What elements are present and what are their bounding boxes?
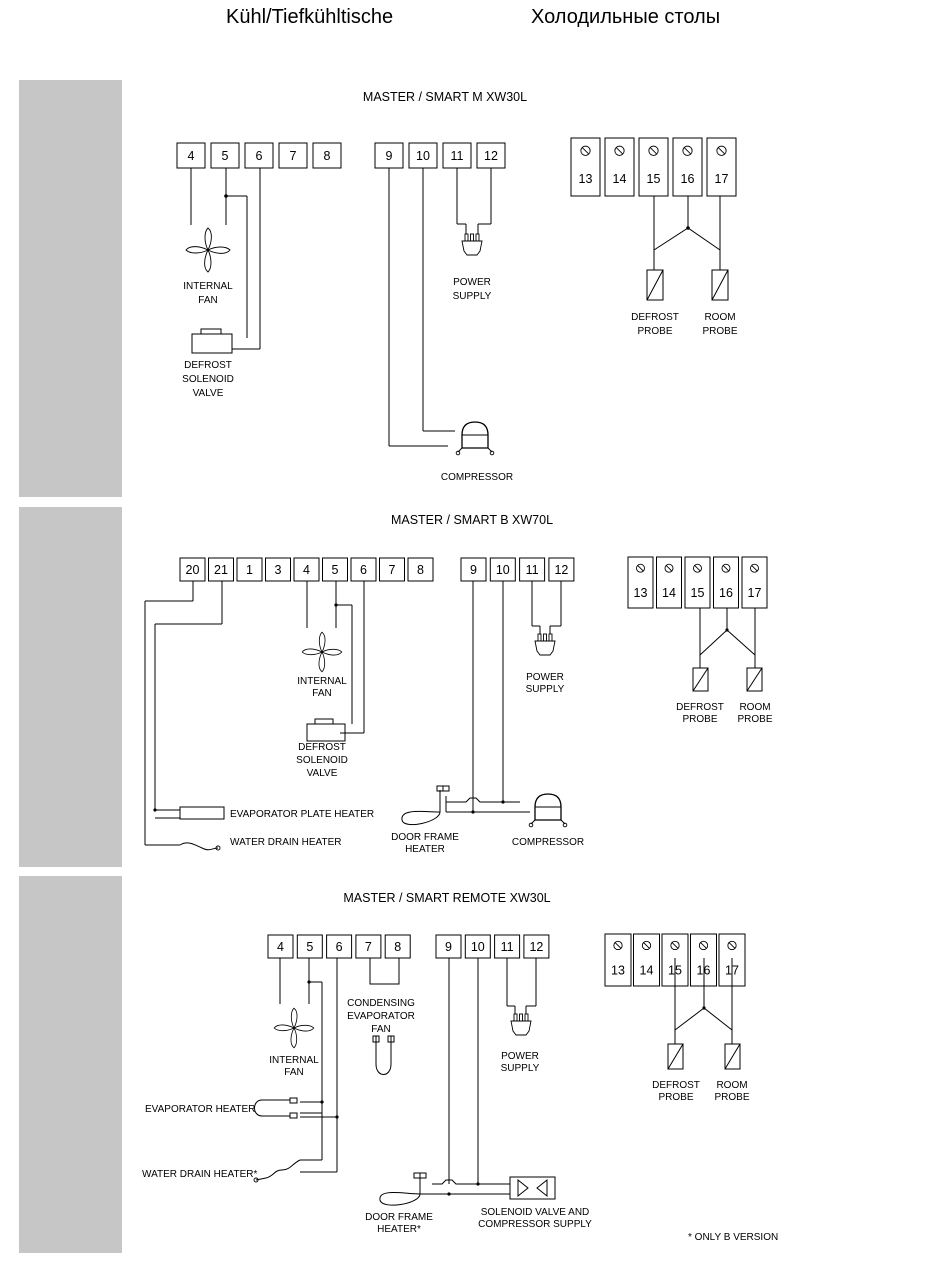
panel2-room-probe-label-1: ROOM <box>739 702 771 713</box>
panel1-terminal-11: 11 <box>450 149 464 163</box>
panel2-terminal-12: 12 <box>554 563 569 577</box>
panel3-room-probe-label-1: ROOM <box>716 1080 748 1091</box>
panel2-screw-terminal-16: 16 <box>719 585 733 600</box>
panel3-condensing-label-1: CONDENSING <box>347 998 415 1009</box>
panel2-title: MASTER / SMART B XW70L <box>390 513 554 527</box>
panel3-condensing-label-2: EVAPORATOR <box>347 1011 415 1022</box>
panel1-power-label-1: POWER <box>453 277 491 288</box>
panel1-compressor-label: COMPRESSOR <box>440 472 514 483</box>
panel3-evap-heater-label: EVAPORATOR HEATER <box>145 1104 256 1115</box>
panel1-fan-label-2: FAN <box>198 295 218 306</box>
panel1-defrost-probe-label-2: PROBE <box>637 326 673 337</box>
panel3-terminal-6: 6 <box>335 940 343 954</box>
panel3-terminal-12: 12 <box>529 940 544 954</box>
panel2-power-label-2: SUPPLY <box>525 684 565 695</box>
panel2-terminal-11: 11 <box>525 563 539 577</box>
panel1-terminals-c <box>571 138 736 196</box>
panel2-terminal-6: 6 <box>360 563 367 577</box>
panel1-terminal-8: 8 <box>323 149 331 163</box>
panel2-valve-label-1: DEFROST <box>298 742 346 753</box>
panel1-terminals-b <box>375 143 505 168</box>
panel1-valve-label-2: SOLENOID <box>182 374 234 385</box>
panel2-terminals-a <box>180 558 433 581</box>
panel3-terminal-9: 9 <box>445 940 452 954</box>
panel1-valve-label-3: VALVE <box>192 388 224 399</box>
panel2-terminal-9: 9 <box>470 563 477 577</box>
panel2-screw-terminal-15: 15 <box>690 585 705 600</box>
panel3-terminal-10: 10 <box>470 940 485 954</box>
panel1-defrost-probe-label-1: DEFROST <box>631 312 679 323</box>
panel2-fan-label-2: FAN <box>312 688 332 699</box>
panel2-room-probe-label-2: PROBE <box>737 714 773 725</box>
panel3-power-label-2: SUPPLY <box>500 1063 540 1074</box>
panel3-terminal-4: 4 <box>277 940 284 954</box>
panel2-terminals-c <box>628 557 767 608</box>
panel2-screw-terminal-14: 14 <box>662 585 676 600</box>
panel1-terminal-4: 4 <box>187 149 195 163</box>
panel2-terminal-1: 1 <box>246 563 253 577</box>
panel1-terminal-5: 5 <box>221 149 229 163</box>
panel2-compressor-icon <box>529 794 567 827</box>
panel2-terminal-21: 21 <box>214 563 228 577</box>
header-right-title: Холодильные столы <box>531 6 721 28</box>
panel3-fan-label-1: INTERNAL <box>269 1055 319 1066</box>
panel1-power-label-2: SUPPLY <box>452 291 492 302</box>
panel1-terminal-6: 6 <box>255 149 263 163</box>
panel3-defrost-probe-label-2: PROBE <box>658 1092 694 1103</box>
panel3-terminal-5: 5 <box>306 940 314 954</box>
panel3-terminals-b <box>436 935 549 958</box>
panel1-terminal-12: 12 <box>484 149 498 163</box>
panel3-terminal-7: 7 <box>364 940 372 954</box>
panel3-door-frame-label-1: DOOR FRAME <box>365 1212 433 1223</box>
panel2-defrost-probe-label-2: PROBE <box>682 714 718 725</box>
panel1-wires <box>191 168 728 446</box>
panel3-solenoid-label-1: SOLENOID VALVE AND <box>480 1207 590 1218</box>
panel2-terminal-10: 10 <box>495 563 510 577</box>
panel1-plug-icon <box>462 234 482 255</box>
panel2-terminals-b <box>461 558 574 581</box>
panel3-terminal-11: 11 <box>500 940 514 954</box>
panel3-fan-icon <box>274 1008 314 1048</box>
panel3-screw-terminal-13: 13 <box>611 963 625 978</box>
panel2-valve-label-2: SOLENOID <box>296 755 348 766</box>
panel3-condensing-label-3: FAN <box>371 1024 391 1035</box>
panel1-room-probe-label-2: PROBE <box>702 326 738 337</box>
header-left-title: Kühl/Tiefkühltische <box>226 6 394 28</box>
panel3-defrost-probe-label-1: DEFROST <box>652 1080 700 1091</box>
panel1-screw-terminal-14: 14 <box>612 172 627 187</box>
panel3-screw-terminal-16: 16 <box>696 963 711 978</box>
panel3-title: MASTER / SMART REMOTE XW30L <box>343 891 551 905</box>
panel2-evap-plate-label: EVAPORATOR PLATE HEATER <box>230 809 375 820</box>
panel3-terminal-8: 8 <box>394 940 402 954</box>
panel1-compressor-icon <box>456 422 494 455</box>
panel2-compressor-label: COMPRESSOR <box>511 837 585 848</box>
panel3-screw-terminal-17: 17 <box>725 963 739 978</box>
panel3-power-label-1: POWER <box>501 1051 539 1062</box>
panel2-terminal-5: 5 <box>331 563 339 577</box>
panel2-terminal-7: 7 <box>388 563 396 577</box>
panel1-terminals-a <box>177 143 341 168</box>
panel2-screw-terminal-13: 13 <box>633 585 648 600</box>
panel1-room-probe-label-1: ROOM <box>704 312 736 323</box>
panel1-screw-terminal-16: 16 <box>680 172 695 187</box>
panel2-plug-icon <box>535 634 555 655</box>
panel3-water-drain-label: WATER DRAIN HEATER* <box>142 1169 258 1180</box>
panel2-terminal-8: 8 <box>417 563 424 577</box>
panel1-title: MASTER / SMART M XW30L <box>362 90 528 104</box>
panel1-screw-terminal-13: 13 <box>578 172 593 187</box>
panel3-solenoid-label-2: COMPRESSOR SUPPLY <box>478 1219 592 1230</box>
panel3-door-frame-label-2: HEATER* <box>377 1224 421 1235</box>
panel2-defrost-probe-label-1: DEFROST <box>676 702 724 713</box>
panel1-fan-label-1: INTERNAL <box>183 281 233 292</box>
panel2-door-frame-label-2: HEATER <box>405 844 445 855</box>
panel1-terminal-9: 9 <box>385 149 393 163</box>
panel3-fan-label-2: FAN <box>284 1067 304 1078</box>
panel2-fan-label-1: INTERNAL <box>297 676 347 687</box>
panel2-valve-label-3: VALVE <box>306 768 338 779</box>
panel1-terminal-7: 7 <box>289 149 297 163</box>
panel2-power-label-1: POWER <box>526 672 564 683</box>
panel2-terminal-20: 20 <box>185 563 200 577</box>
panel2-terminal-3: 3 <box>274 563 282 577</box>
panel2-door-frame-label-1: DOOR FRAME <box>391 832 459 843</box>
panel3-plug-icon <box>511 1014 531 1035</box>
panel1-terminal-10: 10 <box>416 149 430 163</box>
panel1-screw-terminal-17: 17 <box>714 172 729 187</box>
panel2-water-drain-label: WATER DRAIN HEATER <box>230 837 342 848</box>
panel2-terminal-4: 4 <box>303 563 310 577</box>
panel3-terminals-a <box>268 935 410 958</box>
panel1-fan-icon <box>186 228 230 272</box>
panel3-screw-terminal-15: 15 <box>668 963 682 978</box>
panel3-room-probe-label-2: PROBE <box>714 1092 750 1103</box>
panel2-screw-terminal-17: 17 <box>747 585 762 600</box>
panel3-footnote: * ONLY B VERSION <box>688 1232 779 1243</box>
panel3-screw-terminal-14: 14 <box>639 963 654 978</box>
panel1-valve-label-1: DEFROST <box>184 360 232 371</box>
panel1-screw-terminal-15: 15 <box>646 172 661 187</box>
panel2-fan-icon <box>302 632 342 672</box>
